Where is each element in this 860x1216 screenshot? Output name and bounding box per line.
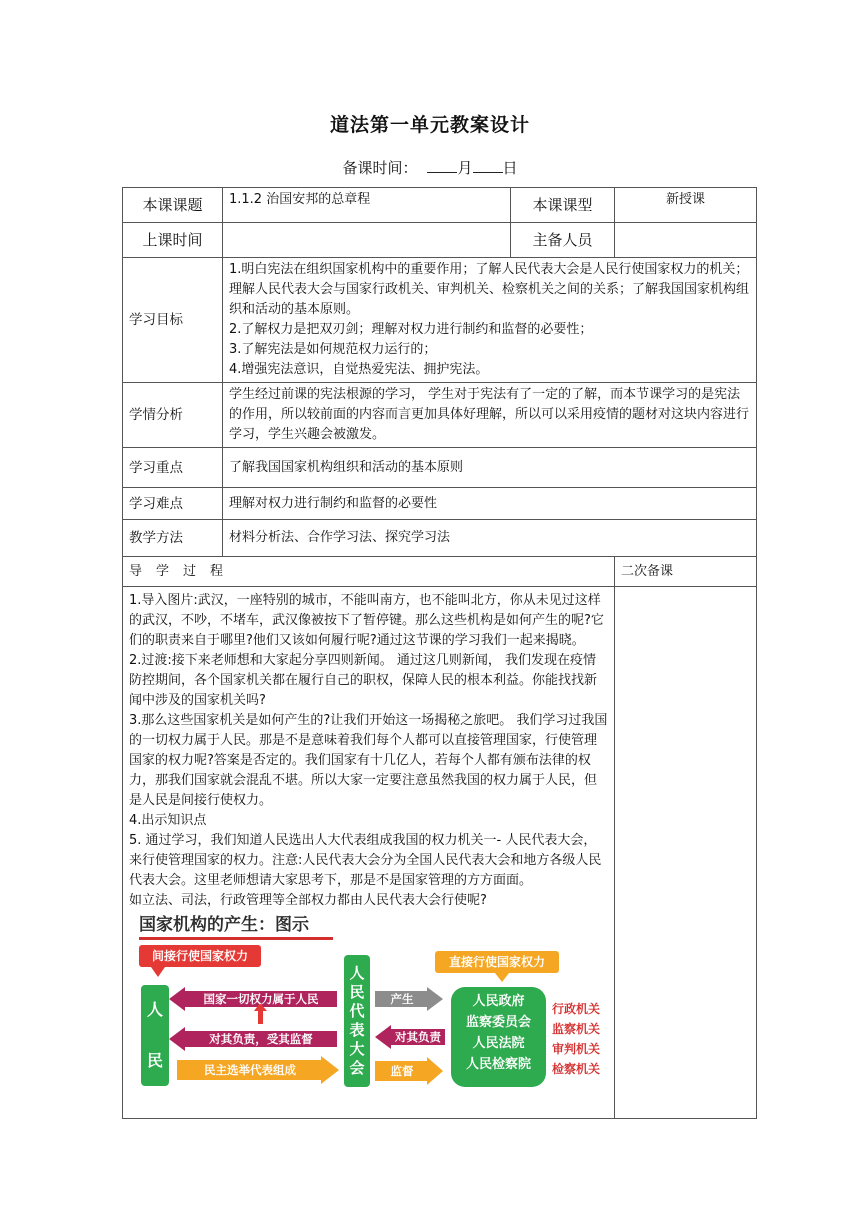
type-value: 新授课: [615, 188, 757, 223]
analysis-label: 学情分析: [123, 383, 223, 448]
process-step: 1.导入图片:武汉，一座特别的城市，不能叫南方，也不能叫北方，你从未见过这样的武汉，不吵，不堵车，武汉像被按下了暂停键。那么这些机构是如何产生的呢?它们的职责来自于哪里?他们又该如何履行呢?通过这节课的学习我们一起来揭晓。: [129, 593, 604, 648]
process-content: [123, 587, 615, 1119]
month-label: 月: [457, 159, 473, 177]
congress-box: 人 民 代 表 大 会: [344, 955, 370, 1087]
second-prep-content[interactable]: [615, 587, 757, 1119]
analysis-value: 学生经过前课的宪法根源的学习， 学生对于宪法有了一定的了解，而本节课学习的是宪法的作用，所以较前面的内容而言更加具体好理解，所以可以采用疫情的题材对这块内容进行学习，学生兴趣会被激发。: [223, 383, 757, 448]
process-header: 导 学 过 程: [123, 557, 615, 587]
goal-item: 1.明白宪法在组织国家机构中的重要作用；了解人民代表大会是人民行使国家权力的机关；理解人民代表大会与国家行政机关、审判机关、检察机关之间的关系；了解我国国家机构组织和活动的基本原则。: [229, 262, 750, 317]
difficulty-value: 理解对权力进行制约和监督的必要性: [223, 488, 757, 520]
document-title: 道法第一单元教案设计: [329, 114, 530, 136]
day-blank[interactable]: [473, 172, 503, 173]
prep-date-label: 备课时间：: [342, 159, 418, 177]
month-blank[interactable]: [427, 172, 457, 173]
organ-types-list: 行政机关 监察机关 审判机关 检察机关: [552, 1002, 601, 1076]
method-label: 教学方法: [123, 520, 223, 557]
process-step: 5. 通过学习，我们知道人民选出人大代表组成我国的权力机关一- 人民代表大会，来行使管理国家的权力。注意:人民代表大会分为全国人民代表大会和地方各级人民代表大会。这里老师想请大家思考下，那是不是国家管理的方方面面。: [129, 833, 602, 888]
indirect-power-tag: 间接行使国家权力: [139, 945, 261, 967]
process-step: 如立法、司法，行政管理等全部权力都由人民代表大会行使呢?: [129, 893, 487, 908]
goals-label: 学习目标: [123, 258, 223, 383]
process-step: 3.那么这些国家机关是如何产生的?让我们开始这一场揭秘之旅吧。 我们学习过我国的一切权力属于人民。那是不是意味着我们每个人都可以直接管理国家，行使管理国家的权力呢?答案是否定的。我们国家有十几亿人，若每个人都有颁布法律的权力，那我们国家就会混乱不堪。所以大家一定要注意虽然我国的权力属于人民，但是人民是间接行使权力。: [129, 713, 608, 808]
key-label: 学习重点: [123, 448, 223, 488]
method-value: 材料分析法、合作学习法、探究学习法: [223, 520, 757, 557]
time-label: 上课时间: [123, 223, 223, 258]
people-box: 人 民: [141, 985, 169, 1086]
goals-cell: [223, 258, 757, 383]
type-label: 本课课型: [511, 188, 615, 223]
direct-power-tag: 直接行使国家权力: [435, 951, 559, 973]
goal-item: 3.了解宪法是如何规范权力运行的；: [229, 342, 437, 357]
goal-item: 4.增强宪法意识，自觉热爱宪法、拥护宪法。: [229, 362, 489, 377]
diagram-title: 国家机构的产生：图示: [139, 915, 309, 935]
state-organs-box: 人民政府 监察委员会 人民法院 人民检察院: [451, 987, 546, 1087]
responsible-left-arrow-label: 对其负责，受其监督: [209, 1032, 313, 1046]
produce-arrow-label: 产生: [390, 992, 414, 1006]
difficulty-label: 学习难点: [123, 488, 223, 520]
goal-item: 2.了解权力是把双刃剑；理解对权力进行制约和监督的必要性；: [229, 322, 593, 337]
state-organs-diagram: [129, 915, 609, 1093]
key-value: 了解我国国家机构组织和活动的基本原则: [223, 448, 757, 488]
process-step: 4.出示知识点: [129, 813, 207, 828]
author-value: [615, 223, 757, 258]
supervise-arrow-label: 监督: [390, 1064, 414, 1078]
lesson-plan-table: [122, 187, 757, 1119]
second-prep-label: 二次备课: [615, 557, 757, 587]
responsible-right-arrow-label: 对其负责: [395, 1030, 441, 1044]
topic-value: 1.1.2 治国安邦的总章程: [223, 188, 511, 223]
prep-date-line: [0, 157, 860, 178]
process-step: 2.过渡:接下来老师想和大家起分享四则新闻。 通过这几则新闻， 我们发现在疫情防控期间，各个国家机关都在履行自己的职权，保障人民的根本利益。你能找找新闻中涉及的国家机关吗?: [129, 653, 598, 708]
time-value: [223, 223, 511, 258]
topic-label: 本课课题: [123, 188, 223, 223]
up-arrow-stem: [258, 1010, 263, 1024]
elect-arrow-label: 民主选举代表组成: [204, 1063, 296, 1077]
author-label: 主备人员: [511, 223, 615, 258]
day-label: 日: [502, 159, 518, 177]
power-arrow-label: 国家一切权力属于人民: [203, 992, 319, 1006]
